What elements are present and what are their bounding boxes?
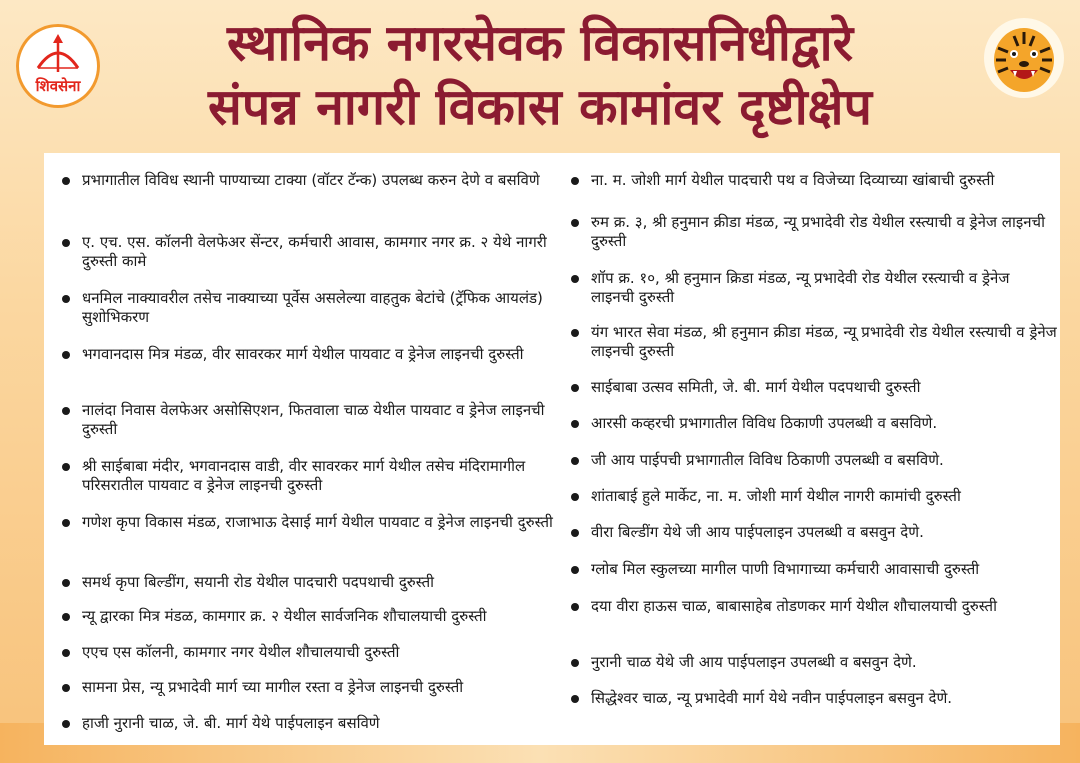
list-item: ग्लोब मिल स्कुलच्या मागील पाणी विभागाच्या कर्मचारी आवासाची दुरुस्ती — [567, 560, 1057, 579]
list-item: वीरा बिल्डींग येथे जी आय पाईपलाइन उपलब्धी व बसवुन देणे. — [567, 523, 1057, 542]
list-item: समर्थ कृपा बिल्डींग, सयानी रोड येथील पादचारी पदपथाची दुरुस्ती — [58, 573, 558, 592]
tiger-logo — [984, 18, 1064, 98]
page-title-line1: स्थानिक नगरसेवक विकासनिधीद्वारे — [226, 14, 854, 72]
list-item: प्रभागातील विविध स्थानी पाण्याच्या टाक्या (वॉटर टॅन्क) उपलब्ध करुन देणे व बसविणे — [58, 171, 558, 190]
list-item: सामना प्रेस, न्यू प्रभादेवी मार्ग च्या मागील रस्ता व ड्रेनेज लाइनची दुरुस्ती — [58, 678, 558, 697]
list-item: सिद्धेश्वर चाळ, न्यू प्रभादेवी मार्ग येथे नवीन पाईपलाइन बसवुन देणे. — [567, 689, 1057, 708]
list-item: न्यू द्वारका मित्र मंडळ, कामगार क्र. २ येथील सार्वजनिक शौचालयाची दुरुस्ती — [58, 607, 558, 626]
list-item: शॉप क्र. १०, श्री हनुमान क्रिडा मंडळ, न्यू प्रभादेवी रोड येथील रस्त्याची व ड्रेनेज लाइनची दुरुस्ती — [567, 269, 1057, 307]
list-item: श्री साईबाबा मंदीर, भगवानदास वाडी, वीर सावरकर मार्ग येथील तसेच मंदिरामागील परिसरातील पायवाट व ड्रेनेज लाइनची दुरुस्ती — [58, 457, 558, 495]
party-logo — [16, 24, 100, 108]
list-item: एएच एस कॉलनी, कामगार नगर येथील शौचालयाची दुरुस्ती — [58, 643, 558, 662]
page-title-line2: संपन्न नागरी विकास कामांवर दृष्टीक्षेप — [208, 78, 872, 136]
list-item: यंग भारत सेवा मंडळ, श्री हनुमान क्रीडा मंडळ, न्यू प्रभादेवी रोड येथील रस्त्याची व ड्रेनेज लाइनची दुरुस्ती — [567, 323, 1057, 361]
list-item: आरसी कव्हरची प्रभागातील विविध ठिकाणी उपलब्धी व बसविणे. — [567, 414, 1057, 433]
list-item: नुरानी चाळ येथे जी आय पाईपलाइन उपलब्धी व बसवुन देणे. — [567, 653, 1057, 672]
list-item: रुम क्र. ३, श्री हनुमान क्रीडा मंडळ, न्यू प्रभादेवी रोड येथील रस्त्याची व ड्रेनेज लाइनची दुरुस्ती — [567, 213, 1057, 251]
list-item: साईबाबा उत्सव समिती, जे. बी. मार्ग येथील पदपथाची दुरुस्ती — [567, 378, 1057, 397]
list-item: हाजी नुरानी चाळ, जे. बी. मार्ग येथे पाईपलाइन बसविणे — [58, 714, 558, 733]
list-item: धनमिल नाक्यावरील तसेच नाक्याच्या पूर्वेस असलेल्या वाहतुक बेटांचे (ट्रॅफिक आयलंड) सुशोभिकरण — [58, 289, 558, 327]
list-item: गणेश कृपा विकास मंडळ, राजाभाऊ देसाई मार्ग येथील पायवाट व ड्रेनेज लाइनची दुरुस्ती — [58, 513, 558, 532]
list-item: भगवानदास मित्र मंडळ, वीर सावरकर मार्ग येथील पायवाट व ड्रेनेज लाइनची दुरुस्ती — [58, 345, 558, 364]
list-item: ना. म. जोशी मार्ग येथील पादचारी पथ व विजेच्या दिव्याच्या खांबाची दुरुस्ती — [567, 171, 1057, 190]
list-item: जी आय पाईपची प्रभागातील विविध ठिकाणी उपलब्धी व बसविणे. — [567, 451, 1057, 470]
list-item: नालंदा निवास वेलफेअर असोसिएशन, फितवाला चाळ येथील पायवाट व ड्रेनेज लाइनची दुरुस्ती — [58, 401, 558, 439]
list-item: ए. एच. एस. कॉलनी वेलफेअर सेंन्टर, कर्मचारी आवास, कामगार नगर क्र. २ येथे नागरी दुरुस्ती कामे — [58, 233, 558, 271]
logo-text: शिवसेना — [35, 77, 81, 95]
list-item: दया वीरा हाऊस चाळ, बाबासाहेब तोडणकर मार्ग येथील शौचालयाची दुरुस्ती — [567, 597, 1057, 616]
tiger-icon — [984, 18, 1064, 98]
list-item: शांताबाई हुले मार्केट, ना. म. जोशी मार्ग येथील नागरी कामांची दुरुस्ती — [567, 487, 1057, 506]
works-list-panel — [44, 153, 1060, 745]
